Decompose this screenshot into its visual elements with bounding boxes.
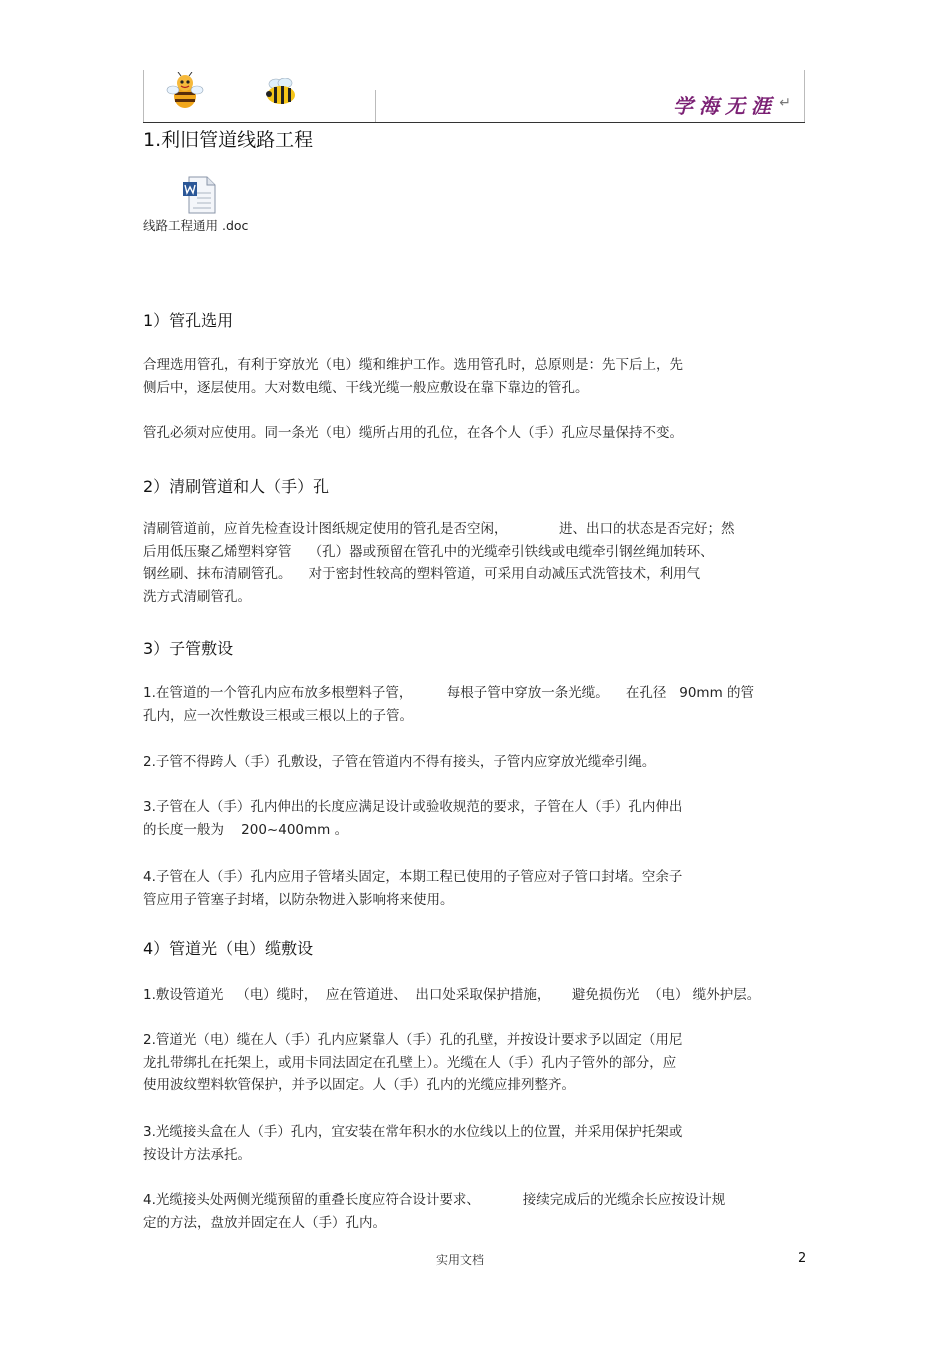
header-left-divider (143, 70, 144, 122)
section-heading-2: 2）清刷管道和人（手）孔 (143, 477, 330, 496)
text-line: 2.子管不得跨人（手）孔敷设，子管在管道内不得有接头，子管内应穿放光缆牵引绳。 (143, 754, 656, 770)
paragraph (143, 1029, 808, 1097)
document-title: 1.利旧管道线路工程 (143, 129, 314, 151)
text-line: 定的方法，盘放并固定在人（手）孔内。 (143, 1214, 386, 1231)
text-line: 2.管道光（电）缆在人（手）孔内应紧靠人（手）孔的孔壁，并按设计要求予以固定（用尼 (143, 1032, 683, 1048)
paragraph (143, 518, 808, 608)
paragraph (143, 1121, 808, 1166)
text-line: 孔内，应一次性敷设三根或三根以上的子管。 (143, 707, 413, 724)
paragraph (143, 1189, 808, 1234)
bee-mascot-icon (165, 72, 205, 112)
text-line: 管孔必须对应使用。同一条光（电）缆所占用的孔位，在各个人（手）孔应尽量保持不变。 (143, 425, 683, 441)
text-line: 洗方式清刷管孔。 (143, 588, 251, 605)
text-line: 3.光缆接头盒在人（手）孔内，宜安装在常年积水的水位线以上的位置，并采用保护托架或 (143, 1124, 683, 1140)
paragraph (143, 984, 808, 1007)
paragraph (143, 422, 808, 445)
text-line: 按设计方法承托。 (143, 1146, 251, 1163)
paragraph (143, 682, 808, 727)
text-line: 1.在管道的一个管孔内应布放多根塑料子管， 每根子管中穿放一条光缆。 在孔径 90mm 的管 (143, 685, 755, 701)
text-line: 4.子管在人（手）孔内应用子管堵头固定，本期工程已使用的子管应对子管口封堵。空余子 (143, 869, 683, 885)
text-line: 清刷管道前，应首先检查设计图纸规定使用的管孔是否空闲， 进、出口的状态是否完好；然 (143, 521, 735, 537)
page-number: 2 (798, 1251, 807, 1266)
paragraph-return-mark: ↵ (779, 95, 791, 111)
text-line: 的长度一般为 200~400mm 。 (143, 821, 349, 838)
text-line: 侧后中，逐层使用。大对数电缆、干线光缆一般应敷设在靠下靠边的管孔。 (143, 379, 589, 396)
header-motto: 学海无涯 (673, 94, 777, 118)
text-line: 4.光缆接头处两侧光缆预留的重叠长度应符合设计要求、 接续完成后的光缆余长应按设计规 (143, 1192, 726, 1208)
header-middle-divider (375, 90, 376, 122)
text-line: 3.子管在人（手）孔内伸出的长度应满足设计或验收规范的要求，子管在人（手）孔内伸出 (143, 799, 683, 815)
attachment-filename[interactable]: 线路工程通用 .doc (143, 218, 249, 233)
footer-text: 实用文档 (436, 1253, 485, 1267)
page-header (143, 70, 805, 123)
paragraph (143, 796, 808, 841)
text-line: 钢丝刷、抹布清刷管孔。 对于密封性较高的塑料管道，可采用自动减压式洗管技术，利用气 (143, 566, 701, 582)
paragraph (143, 866, 808, 911)
bee-icon (263, 78, 299, 106)
text-line: 后用低压聚乙烯塑料穿管 （孔）器或预留在管孔中的光缆牵引铁线或电缆牵引钢丝绳加转环、 (143, 543, 714, 560)
section-heading-4: 4）管道光（电）缆敷设 (143, 939, 314, 958)
section-heading-1: 1）管孔选用 (143, 311, 234, 330)
text-line: 使用波纹塑料软管保护，并予以固定。人（手）孔内的光缆应排列整齐。 (143, 1077, 575, 1093)
paragraph (143, 354, 808, 399)
paragraph (143, 751, 808, 774)
header-right-divider (804, 70, 805, 122)
text-line: 龙扎带绑扎在托架上，或用卡同法固定在孔壁上）。光缆在人（手）孔内子管外的部分，应 (143, 1054, 677, 1071)
text-line: 管应用子管塞子封堵，以防杂物进入影响将来使用。 (143, 891, 454, 908)
section-heading-3: 3）子管敷设 (143, 639, 234, 658)
text-line: 1.敷设管道光 （电）缆时， 应在管道进、 出口处采取保护措施， 避免损伤光 （电） 缆外护层。 (143, 987, 761, 1003)
word-document-icon[interactable] (181, 175, 219, 215)
text-line: 合理选用管孔，有利于穿放光（电）缆和维护工作。选用管孔时，总原则是：先下后上，先 (143, 357, 683, 373)
